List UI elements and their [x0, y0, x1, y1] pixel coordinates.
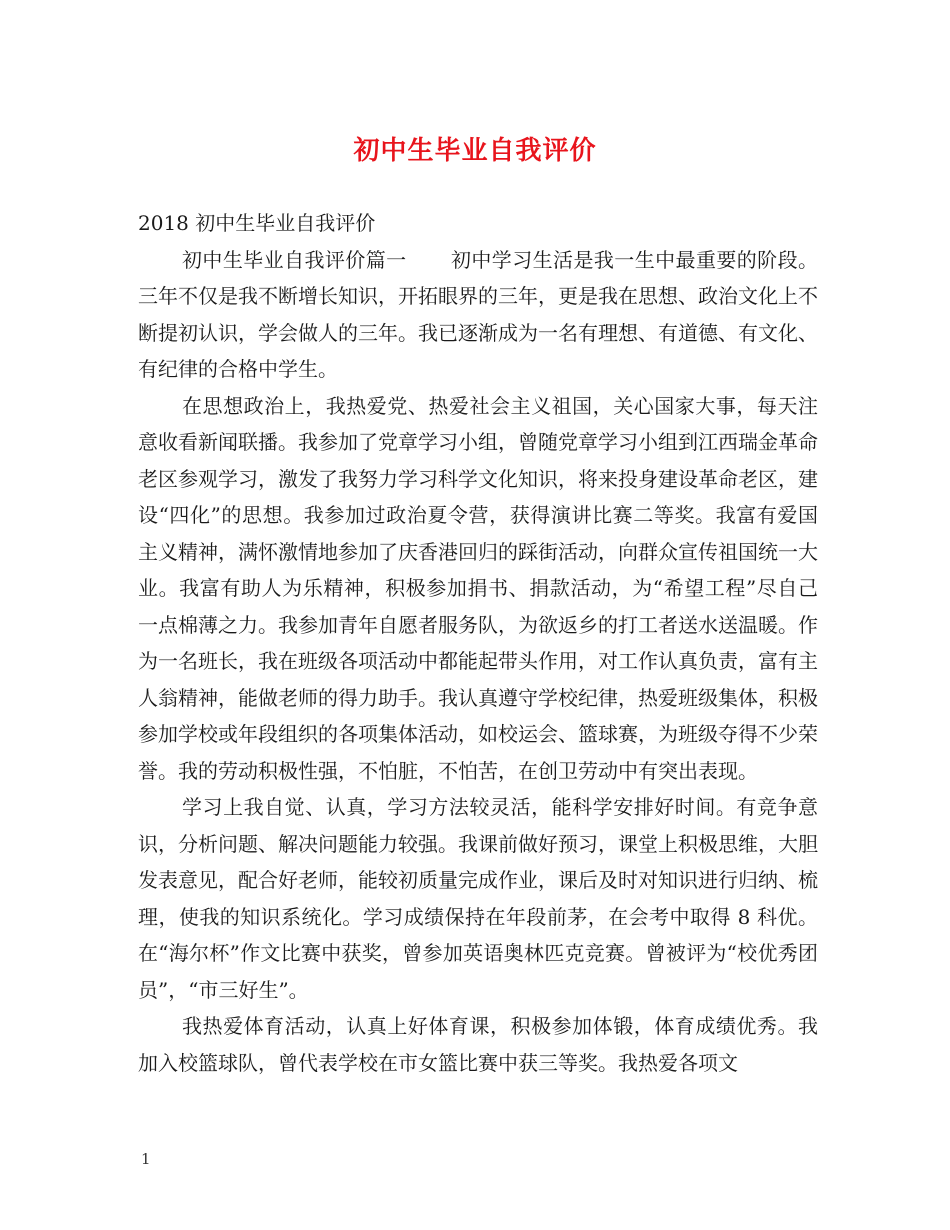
page-number: 1 [141, 1150, 151, 1168]
paragraph-1 [138, 242, 818, 388]
paragraph-3: 学习上我自觉、认真，学习方法较灵活，能科学安排好时间。有竞争意识，分析问题、解决问题能力较强。我课前做好预习，课堂上积极思维，大胆发表意见，配合好老师，能较初质量完成作业，课后及时对知识进行归纳、梳理，使我的知识系统化。学习成绩保持在年段前茅，在会考中取得 8 科优。在“海尔杯”作文比赛中获奖，曾参加英语奥林匹克竞赛。曾被评为“校优秀团员”，“市三好生”。 [138, 795, 818, 1002]
section-heading: 初中生毕业自我评价篇一 [182, 247, 407, 272]
document-body [138, 205, 818, 1081]
paragraph-4: 我热爱体育活动，认真上好体育课，积极参加体锻，体育成绩优秀。我加入校篮球队，曾代表学校在市女篮比赛中获三等奖。我热爱各项文 [138, 1014, 818, 1075]
document-subtitle: 2018 初中生毕业自我评价 [138, 211, 376, 235]
paragraph-1-text: 初中学习生活是我一生中最重要的阶段。三年不仅是我不断增长知识，开拓眼界的三年，更是我在思想、政治文化上不断提初认识，学会做人的三年。我已逐渐成为一名有理想、有道德、有文化、有纪律的合格中学生。 [138, 247, 819, 381]
paragraph-2: 在思想政治上，我热爱党、热爱社会主义祖国，关心国家大事，每天注意收看新闻联播。我参加了党章学习小组，曾随党章学习小组到江西瑞金革命老区参观学习，激发了我努力学习科学文化知识，将来投身建设革命老区，建设“四化”的思想。我参加过政治夏令营，获得演讲比赛二等奖。我富有爱国主义精神，满怀激情地参加了庆香港回归的踩街活动，向群众宣传祖国统一大业。我富有助人为乐精神，积极参加捐书、捐款活动，为“希望工程”尽自己一点棉薄之力。我参加青年自愿者服务队，为欲返乡的打工者送水送温暖。作为一名班长，我在班级各项活动中都能起带头作用，对工作认真负责，富有主人翁精神，能做老师的得力助手。我认真遵守学校纪律，热爱班级集体，积极参加学校或年段组织的各项集体活动，如校运会、篮球赛，为班级夺得不少荣誉。我的劳动积极性强，不怕脏，不怕苦，在创卫劳动中有突出表现。 [138, 393, 818, 783]
document-title: 初中生毕业自我评价 [353, 136, 597, 166]
